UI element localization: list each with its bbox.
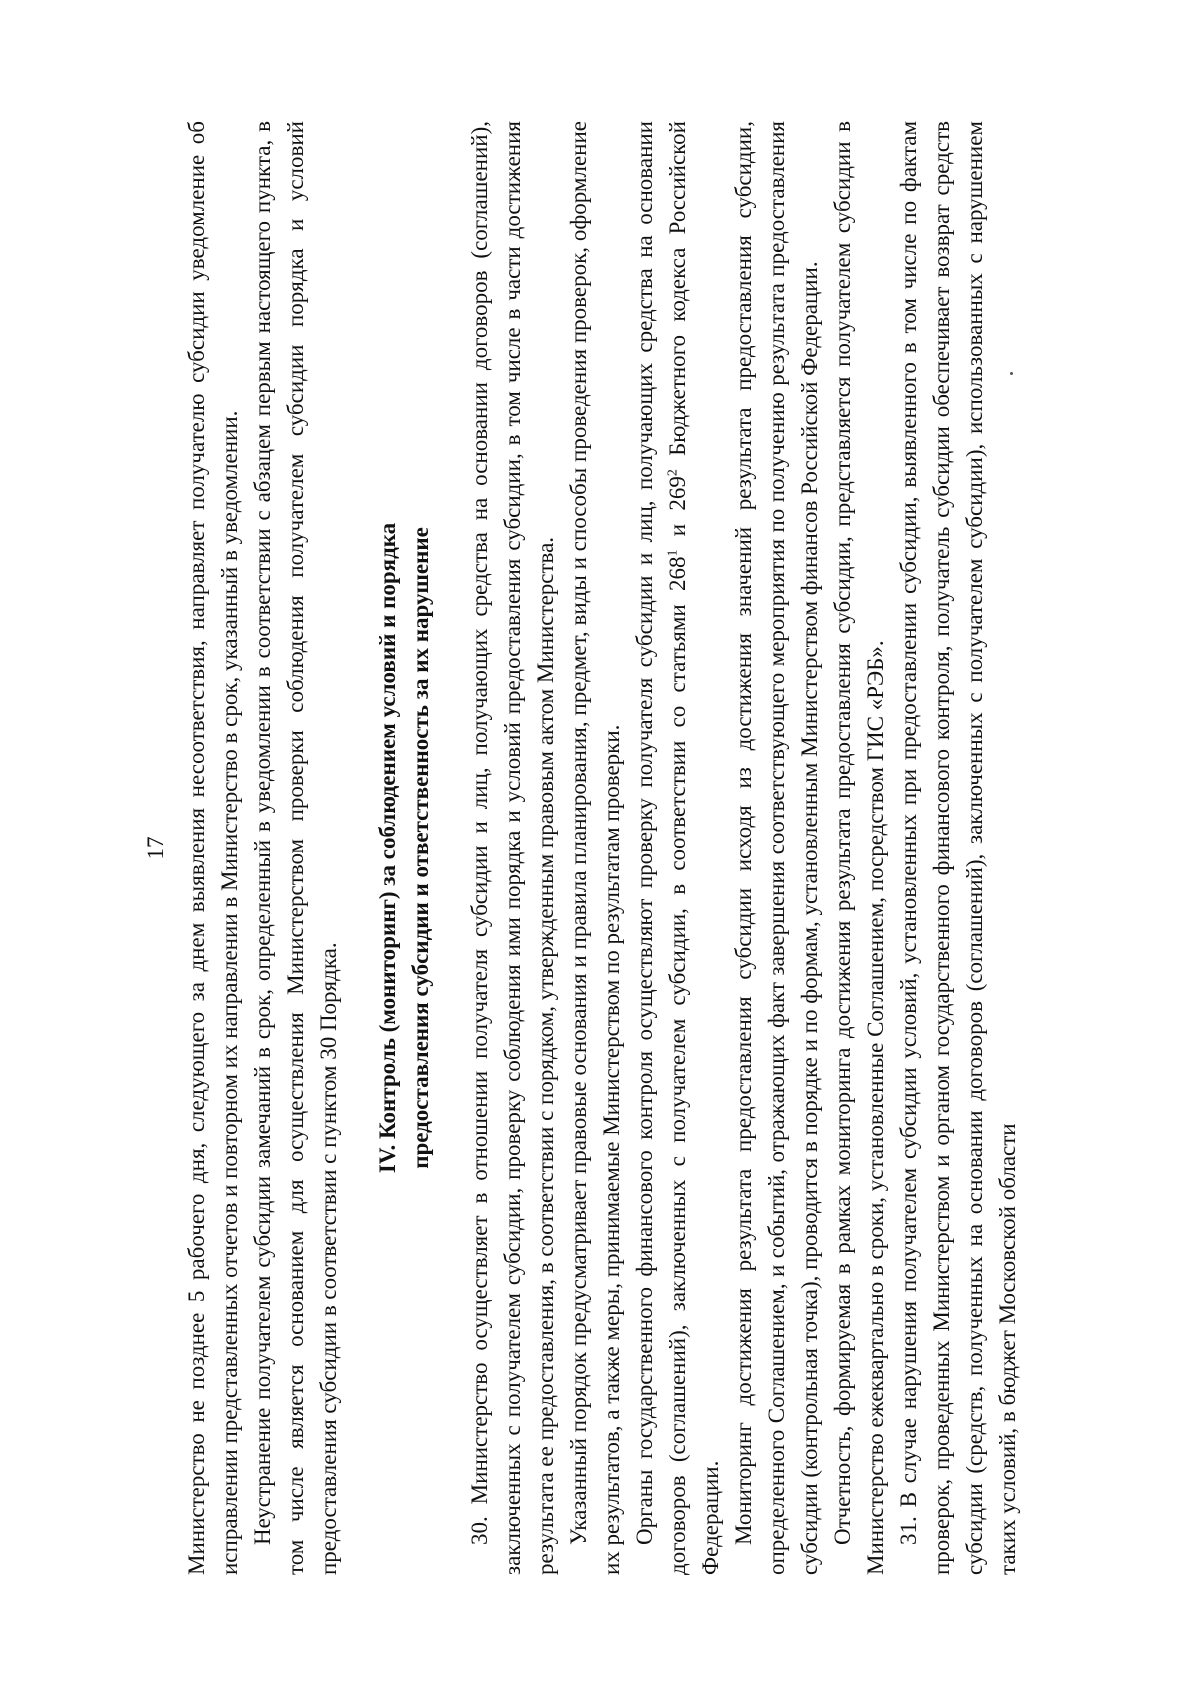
paragraph-30: 30. Министерство осуществляет в отношении получателя субсидии и лиц, получающих средства на основании договоров (соглашений), заключенных с получателем субсидии, проверку соблюдения ими порядка и условий предоставления субсидии, в том числе в части достижения результата ее предоставления, в соответствии с порядком, утвержденным правовым актом Министерства.: [467, 121, 558, 1575]
scan-speck: [1010, 372, 1013, 375]
document-page: [130, 113, 1070, 1583]
section-heading: [371, 121, 437, 1575]
paragraph-procedure: Указанный порядок предусматривает правовые основания и правила планирования, предмет, виды и способы проведения проверок, оформление их результатов, а также меры, принимаемые Министерством по результатам проверки.: [566, 121, 624, 1575]
section-heading-line-2: предоставления субсидии и ответственность за их нарушение: [408, 527, 433, 1169]
section-heading-line-1: IV. Контроль (мониторинг) за соблюдением условий и порядка: [375, 522, 400, 1174]
superscript-1: 1: [665, 549, 681, 557]
page-number: 17: [143, 836, 168, 860]
paragraph-non-elimination: Неустранение получателем субсидии замечаний в срок, определенный в уведомлении в соответствии с абзацем первым настоящего пункта, в том числе является основанием для осуществления Министерством проверки соблюдения получателем субсидии порядка и условий предоставления субсидии в соответствии с пунктом 30 Порядка.: [250, 121, 341, 1575]
paragraph-notification: Министерство не позднее 5 рабочего дня, следующего за днем выявления несоответствия, направляет получателю субсидии уведомление об исправлении представленных отчетов и повторном их направлении в Министерство в срок, указанный в уведомлении.: [184, 121, 242, 1575]
paragraph-control-organs: [628, 121, 727, 1575]
paragraph-31: 31. В случае нарушения получателем субсидии условий, установленных при предоставлении субсидии, выявленного в том числе по фактам проверок, проведенных Министерством и органом государственного финансового контроля, получатель субсидии обеспечивает возврат средств субсидии (средств, полученных на основании договоров (соглашений), заключенных с получателем субсидии), использованных с нарушением таких условий, в бюджет Московской области: [896, 121, 1020, 1575]
control-organs-text-b: и 269: [665, 476, 690, 550]
paragraph-reporting: Отчетность, формируемая в рамках мониторинга достижения результата предоставления субсидии, представляется получателем субсидии в Министерство ежеквартально в сроки, установленные Соглашением, посредством ГИС «РЭБ».: [830, 121, 888, 1575]
control-organs-text-a: Органы государственного финансового контроля осуществляют проверку получателя субсидии и лиц, получающих средства на основании договоров (соглашений), заключенных с получателем субсидии, в соответствии со статьями 268: [632, 121, 690, 1575]
paragraph-monitoring: Мониторинг достижения результата предоставления субсидии исходя из достижения значений результата предоставления субсидии, определенного Соглашением, и событий, отражающих факт завершения соответствующего мероприятия по получению результата предоставления субсидии (контрольная точка), проводится в порядке и по формам, установленным Министерством финансов Российской Федерации.: [731, 121, 822, 1575]
control-organs-text-c: Бюджетного кодекса Российской Федерации.: [665, 121, 723, 1575]
superscript-2: 2: [665, 469, 681, 477]
